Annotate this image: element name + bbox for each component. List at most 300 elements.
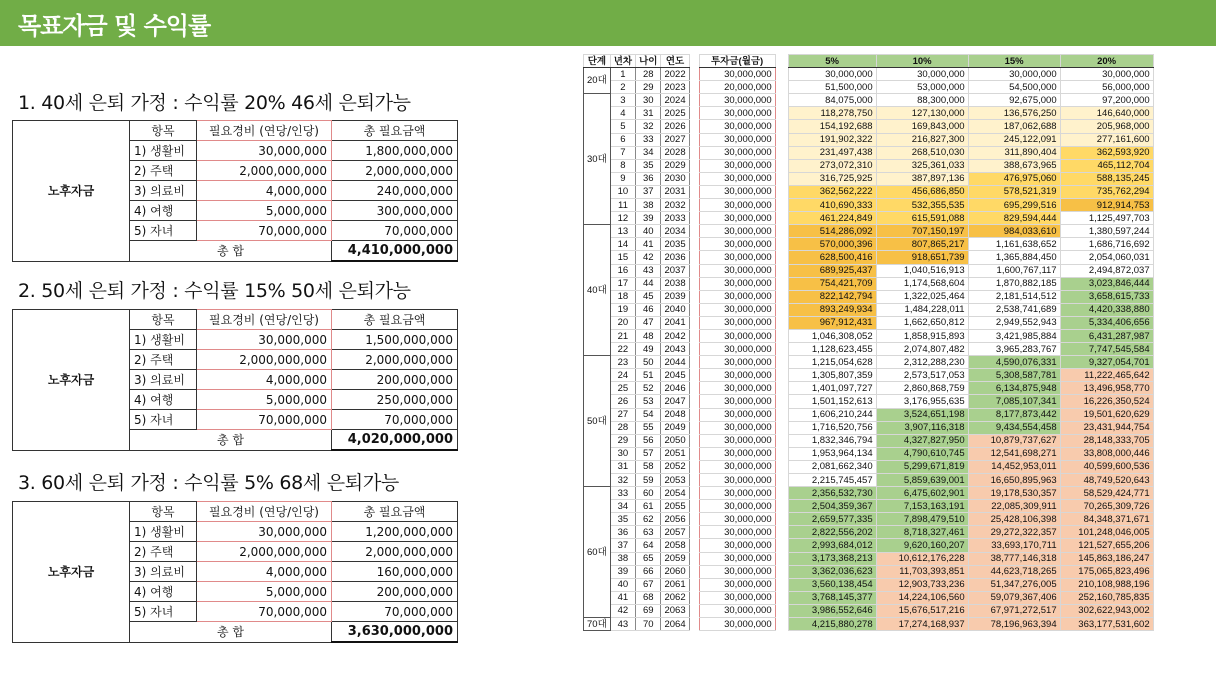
year-cell: 2062 <box>661 591 689 604</box>
growth-row <box>584 277 1154 290</box>
item-label: 4) 여행 <box>130 201 197 221</box>
value-cell: 97,200,000 <box>1060 94 1153 107</box>
age-cell: 54 <box>636 408 661 421</box>
cost-value: 5,000,000 <box>197 582 332 602</box>
gap <box>775 159 788 172</box>
growth-row <box>584 316 1154 329</box>
cost-value: 30,000,000 <box>197 330 332 350</box>
investment-cell: 30,000,000 <box>699 618 775 631</box>
value-cell: 17,274,168,937 <box>876 618 968 631</box>
gap <box>775 474 788 487</box>
gap <box>689 618 699 631</box>
age-cell: 59 <box>636 474 661 487</box>
year-index-cell: 16 <box>610 264 635 277</box>
investment-cell: 30,000,000 <box>699 199 775 212</box>
value-cell: 16,650,895,963 <box>968 474 1060 487</box>
value-cell: 984,033,610 <box>968 225 1060 238</box>
value-cell: 5,859,639,001 <box>876 474 968 487</box>
value-cell: 146,640,000 <box>1060 107 1153 120</box>
year-cell: 2063 <box>661 604 689 617</box>
cost-value: 2,000,000,000 <box>197 350 332 370</box>
investment-cell: 30,000,000 <box>699 526 775 539</box>
total-value: 70,000,000 <box>332 410 458 430</box>
age-cell: 64 <box>636 539 661 552</box>
value-cell: 410,690,333 <box>788 199 876 212</box>
age-cell: 68 <box>636 591 661 604</box>
gap <box>775 212 788 225</box>
value-cell: 2,356,532,730 <box>788 487 876 500</box>
value-cell: 8,718,327,461 <box>876 526 968 539</box>
value-cell: 53,000,000 <box>876 81 968 94</box>
header-rate-10: 10% <box>876 55 968 68</box>
age-cell: 53 <box>636 395 661 408</box>
value-cell: 387,897,136 <box>876 172 968 185</box>
gap <box>689 513 699 526</box>
value-cell: 154,192,688 <box>788 120 876 133</box>
value-cell: 456,686,850 <box>876 185 968 198</box>
gap <box>775 316 788 329</box>
age-cell: 30 <box>636 94 661 107</box>
value-cell: 70,265,309,726 <box>1060 500 1153 513</box>
value-cell: 2,822,556,202 <box>788 526 876 539</box>
year-cell: 2033 <box>661 212 689 225</box>
value-cell: 268,510,030 <box>876 146 968 159</box>
gap <box>775 199 788 212</box>
year-cell: 2056 <box>661 513 689 526</box>
value-cell: 169,843,000 <box>876 120 968 133</box>
header-cost: 필요경비 (연당/인당) <box>197 310 332 330</box>
year-index-cell: 20 <box>610 316 635 329</box>
value-cell: 13,496,958,770 <box>1060 382 1153 395</box>
header-rate-20: 20% <box>1060 55 1153 68</box>
value-cell: 1,040,516,913 <box>876 264 968 277</box>
header-rate-5: 5% <box>788 55 876 68</box>
total-value: 200,000,000 <box>332 370 458 390</box>
year-cell: 2052 <box>661 460 689 473</box>
year-cell: 2031 <box>661 185 689 198</box>
year-cell: 2041 <box>661 316 689 329</box>
value-cell: 67,971,272,517 <box>968 604 1060 617</box>
age-cell: 45 <box>636 290 661 303</box>
age-cell: 37 <box>636 185 661 198</box>
item-label: 4) 여행 <box>130 582 197 602</box>
year-index-cell: 1 <box>610 68 635 81</box>
value-cell: 6,431,287,987 <box>1060 329 1153 342</box>
gap <box>775 604 788 617</box>
age-cell: 62 <box>636 513 661 526</box>
value-cell: 175,065,823,496 <box>1060 565 1153 578</box>
value-cell: 3,524,651,198 <box>876 408 968 421</box>
year-cell: 2053 <box>661 474 689 487</box>
header-total: 총 필요금액 <box>332 310 458 330</box>
scenario-2-title: 2. 50세 은퇴 가정 : 수익률 15% 50세 은퇴가능 <box>18 280 411 302</box>
value-cell: 316,725,925 <box>788 172 876 185</box>
gap <box>775 290 788 303</box>
gap <box>689 185 699 198</box>
value-cell: 615,591,088 <box>876 212 968 225</box>
gap <box>775 107 788 120</box>
value-cell: 6,134,875,948 <box>968 382 1060 395</box>
value-cell: 2,504,359,367 <box>788 500 876 513</box>
value-cell: 22,085,309,911 <box>968 500 1060 513</box>
gap <box>689 539 699 552</box>
value-cell: 25,428,106,398 <box>968 513 1060 526</box>
growth-row <box>584 329 1154 342</box>
year-cell: 2027 <box>661 133 689 146</box>
value-cell: 465,112,704 <box>1060 159 1153 172</box>
value-cell: 127,130,000 <box>876 107 968 120</box>
cost-value: 4,000,000 <box>197 181 332 201</box>
year-cell: 2025 <box>661 107 689 120</box>
value-cell: 1,128,623,455 <box>788 343 876 356</box>
year-index-cell: 38 <box>610 552 635 565</box>
value-cell: 4,790,610,745 <box>876 447 968 460</box>
gap <box>689 408 699 421</box>
gap <box>775 146 788 159</box>
age-cell: 36 <box>636 172 661 185</box>
investment-cell: 30,000,000 <box>699 277 775 290</box>
investment-cell: 30,000,000 <box>699 290 775 303</box>
investment-cell: 30,000,000 <box>699 434 775 447</box>
value-cell: 23,431,944,754 <box>1060 421 1153 434</box>
value-cell: 822,142,794 <box>788 290 876 303</box>
total-value: 1,500,000,000 <box>332 330 458 350</box>
value-cell: 1,174,568,604 <box>876 277 968 290</box>
year-index-cell: 25 <box>610 382 635 395</box>
gap <box>775 120 788 133</box>
year-cell: 2051 <box>661 447 689 460</box>
year-index-cell: 17 <box>610 277 635 290</box>
value-cell: 325,361,033 <box>876 159 968 172</box>
gap <box>775 526 788 539</box>
year-cell: 2038 <box>661 277 689 290</box>
value-cell: 252,160,785,835 <box>1060 591 1153 604</box>
value-cell: 588,135,245 <box>1060 172 1153 185</box>
item-label: 2) 주택 <box>130 161 197 181</box>
page-banner <box>0 0 1216 46</box>
value-cell: 14,224,106,560 <box>876 591 968 604</box>
investment-cell: 30,000,000 <box>699 120 775 133</box>
growth-row <box>584 68 1154 81</box>
total-value: 70,000,000 <box>332 221 458 241</box>
age-cell: 51 <box>636 369 661 382</box>
year-index-cell: 35 <box>610 513 635 526</box>
investment-cell: 30,000,000 <box>699 159 775 172</box>
year-index-cell: 8 <box>610 159 635 172</box>
item-label: 5) 자녀 <box>130 410 197 430</box>
gap <box>689 238 699 251</box>
item-label: 5) 자녀 <box>130 221 197 241</box>
value-cell: 893,249,934 <box>788 303 876 316</box>
year-index-cell: 4 <box>610 107 635 120</box>
value-cell: 918,651,739 <box>876 251 968 264</box>
value-cell: 3,421,985,884 <box>968 329 1060 342</box>
growth-row <box>584 591 1154 604</box>
value-cell: 3,362,036,623 <box>788 565 876 578</box>
value-cell: 38,777,146,318 <box>968 552 1060 565</box>
gap <box>689 107 699 120</box>
value-cell: 4,327,827,950 <box>876 434 968 447</box>
value-cell: 1,322,025,464 <box>876 290 968 303</box>
gap <box>775 133 788 146</box>
growth-row <box>584 159 1154 172</box>
value-cell: 532,355,535 <box>876 199 968 212</box>
value-cell: 40,599,600,536 <box>1060 460 1153 473</box>
year-index-cell: 10 <box>610 185 635 198</box>
growth-row <box>584 343 1154 356</box>
gap <box>775 329 788 342</box>
year-index-cell: 22 <box>610 343 635 356</box>
value-cell: 1,686,716,692 <box>1060 238 1153 251</box>
investment-cell: 30,000,000 <box>699 604 775 617</box>
year-cell: 2049 <box>661 421 689 434</box>
year-index-cell: 6 <box>610 133 635 146</box>
investment-cell: 30,000,000 <box>699 539 775 552</box>
value-cell: 231,497,438 <box>788 146 876 159</box>
value-cell: 3,658,615,733 <box>1060 290 1153 303</box>
year-index-cell: 34 <box>610 500 635 513</box>
value-cell: 12,903,733,236 <box>876 578 968 591</box>
gap <box>689 526 699 539</box>
value-cell: 84,075,000 <box>788 94 876 107</box>
investment-cell: 30,000,000 <box>699 303 775 316</box>
gap <box>775 565 788 578</box>
growth-row <box>584 474 1154 487</box>
gap <box>775 513 788 526</box>
value-cell: 5,299,671,819 <box>876 460 968 473</box>
scenario-1-table <box>12 120 458 262</box>
investment-cell: 30,000,000 <box>699 238 775 251</box>
year-index-cell: 37 <box>610 539 635 552</box>
year-index-cell: 12 <box>610 212 635 225</box>
age-cell: 42 <box>636 251 661 264</box>
item-label: 1) 생활비 <box>130 141 197 161</box>
gap <box>775 369 788 382</box>
growth-row <box>584 264 1154 277</box>
year-cell: 2048 <box>661 408 689 421</box>
value-cell: 628,500,416 <box>788 251 876 264</box>
age-cell: 57 <box>636 447 661 460</box>
year-cell: 2057 <box>661 526 689 539</box>
growth-row <box>584 434 1154 447</box>
gap <box>689 460 699 473</box>
value-cell: 2,494,872,037 <box>1060 264 1153 277</box>
value-cell: 1,401,097,727 <box>788 382 876 395</box>
year-index-cell: 19 <box>610 303 635 316</box>
growth-row <box>584 513 1154 526</box>
header-age: 나이 <box>636 55 661 68</box>
year-cell: 2058 <box>661 539 689 552</box>
gap <box>689 604 699 617</box>
investment-cell: 30,000,000 <box>699 343 775 356</box>
age-cell: 38 <box>636 199 661 212</box>
value-cell: 11,222,465,642 <box>1060 369 1153 382</box>
year-index-cell: 32 <box>610 474 635 487</box>
cost-value: 5,000,000 <box>197 390 332 410</box>
year-index-cell: 31 <box>610 460 635 473</box>
value-cell: 191,902,322 <box>788 133 876 146</box>
gap <box>689 356 699 369</box>
age-cell: 69 <box>636 604 661 617</box>
gap <box>689 591 699 604</box>
value-cell: 2,074,807,482 <box>876 343 968 356</box>
gap <box>689 578 699 591</box>
gap <box>689 212 699 225</box>
value-cell: 3,560,138,454 <box>788 578 876 591</box>
sum-value: 4,020,000,000 <box>332 430 458 451</box>
year-index-cell: 15 <box>610 251 635 264</box>
total-value: 2,000,000,000 <box>332 542 458 562</box>
value-cell: 51,500,000 <box>788 81 876 94</box>
growth-row <box>584 487 1154 500</box>
growth-row <box>584 107 1154 120</box>
investment-cell: 30,000,000 <box>699 447 775 460</box>
value-cell: 29,272,322,357 <box>968 526 1060 539</box>
cost-value: 5,000,000 <box>197 201 332 221</box>
value-cell: 30,000,000 <box>968 68 1060 81</box>
scenario-2-table <box>12 309 458 451</box>
value-cell: 78,196,963,394 <box>968 618 1060 631</box>
year-index-cell: 2 <box>610 81 635 94</box>
gap <box>689 146 699 159</box>
investment-cell: 30,000,000 <box>699 329 775 342</box>
value-cell: 58,529,424,771 <box>1060 487 1153 500</box>
value-cell: 10,879,737,627 <box>968 434 1060 447</box>
value-cell: 362,593,920 <box>1060 146 1153 159</box>
investment-cell: 30,000,000 <box>699 552 775 565</box>
investment-cell: 30,000,000 <box>699 487 775 500</box>
value-cell: 1,305,807,359 <box>788 369 876 382</box>
investment-cell: 20,000,000 <box>699 81 775 94</box>
value-cell: 4,420,338,880 <box>1060 303 1153 316</box>
value-cell: 388,673,965 <box>968 159 1060 172</box>
item-label: 2) 주택 <box>130 350 197 370</box>
year-index-cell: 28 <box>610 421 635 434</box>
growth-row <box>584 356 1154 369</box>
value-cell: 1,484,228,011 <box>876 303 968 316</box>
item-label: 2) 주택 <box>130 542 197 562</box>
value-cell: 48,749,520,643 <box>1060 474 1153 487</box>
gap <box>775 94 788 107</box>
header-item: 항목 <box>130 310 197 330</box>
year-index-cell: 3 <box>610 94 635 107</box>
gap <box>775 421 788 434</box>
value-cell: 1,662,650,812 <box>876 316 968 329</box>
gap <box>689 434 699 447</box>
value-cell: 1,161,638,652 <box>968 238 1060 251</box>
year-cell: 2037 <box>661 264 689 277</box>
value-cell: 14,452,953,011 <box>968 460 1060 473</box>
investment-cell: 30,000,000 <box>699 172 775 185</box>
growth-row <box>584 290 1154 303</box>
year-index-cell: 39 <box>610 565 635 578</box>
item-label: 5) 자녀 <box>130 602 197 622</box>
gap <box>775 618 788 631</box>
cost-value: 4,000,000 <box>197 370 332 390</box>
value-cell: 3,173,368,213 <box>788 552 876 565</box>
growth-row <box>584 500 1154 513</box>
year-cell: 2026 <box>661 120 689 133</box>
growth-row <box>584 421 1154 434</box>
gap <box>689 251 699 264</box>
age-cell: 70 <box>636 618 661 631</box>
growth-row <box>584 539 1154 552</box>
growth-row <box>584 303 1154 316</box>
header-item: 항목 <box>130 121 197 141</box>
growth-header-row <box>584 55 1154 68</box>
year-index-cell: 27 <box>610 408 635 421</box>
value-cell: 1,606,210,244 <box>788 408 876 421</box>
value-cell: 754,421,709 <box>788 277 876 290</box>
gap <box>775 303 788 316</box>
year-cell: 2046 <box>661 382 689 395</box>
value-cell: 2,215,745,457 <box>788 474 876 487</box>
gap <box>689 159 699 172</box>
item-label: 1) 생활비 <box>130 330 197 350</box>
investment-cell: 30,000,000 <box>699 500 775 513</box>
value-cell: 12,541,698,271 <box>968 447 1060 460</box>
age-cell: 56 <box>636 434 661 447</box>
growth-row <box>584 565 1154 578</box>
gap <box>689 447 699 460</box>
age-cell: 66 <box>636 565 661 578</box>
page-title: 목표자금 및 수익률 <box>18 12 211 40</box>
value-cell: 707,150,197 <box>876 225 968 238</box>
gap <box>775 238 788 251</box>
value-cell: 967,912,431 <box>788 316 876 329</box>
header-item: 항목 <box>130 502 197 522</box>
year-cell: 2043 <box>661 343 689 356</box>
growth-row <box>584 81 1154 94</box>
total-value: 1,800,000,000 <box>332 141 458 161</box>
gap <box>689 264 699 277</box>
item-label: 1) 생활비 <box>130 522 197 542</box>
gap <box>775 591 788 604</box>
value-cell: 2,312,288,230 <box>876 356 968 369</box>
growth-row <box>584 382 1154 395</box>
value-cell: 92,675,000 <box>968 94 1060 107</box>
growth-row <box>584 172 1154 185</box>
gap <box>775 55 788 68</box>
value-cell: 121,527,655,206 <box>1060 539 1153 552</box>
growth-row <box>584 225 1154 238</box>
investment-cell: 30,000,000 <box>699 251 775 264</box>
cost-value: 70,000,000 <box>197 602 332 622</box>
age-cell: 32 <box>636 120 661 133</box>
value-cell: 570,000,396 <box>788 238 876 251</box>
value-cell: 7,153,163,191 <box>876 500 968 513</box>
year-index-cell: 33 <box>610 487 635 500</box>
investment-cell: 30,000,000 <box>699 369 775 382</box>
gap <box>775 172 788 185</box>
sum-label: 총 합 <box>130 430 332 451</box>
growth-row <box>584 120 1154 133</box>
investment-cell: 30,000,000 <box>699 264 775 277</box>
gap <box>775 68 788 81</box>
total-value: 160,000,000 <box>332 562 458 582</box>
total-value: 2,000,000,000 <box>332 161 458 181</box>
gap <box>689 199 699 212</box>
value-cell: 8,177,873,442 <box>968 408 1060 421</box>
header-investment: 투자금(월금) <box>699 55 775 68</box>
year-index-cell: 41 <box>610 591 635 604</box>
gap <box>689 303 699 316</box>
value-cell: 59,079,367,406 <box>968 591 1060 604</box>
value-cell: 695,299,516 <box>968 199 1060 212</box>
investment-cell: 30,000,000 <box>699 316 775 329</box>
year-cell: 2023 <box>661 81 689 94</box>
value-cell: 302,622,943,002 <box>1060 604 1153 617</box>
